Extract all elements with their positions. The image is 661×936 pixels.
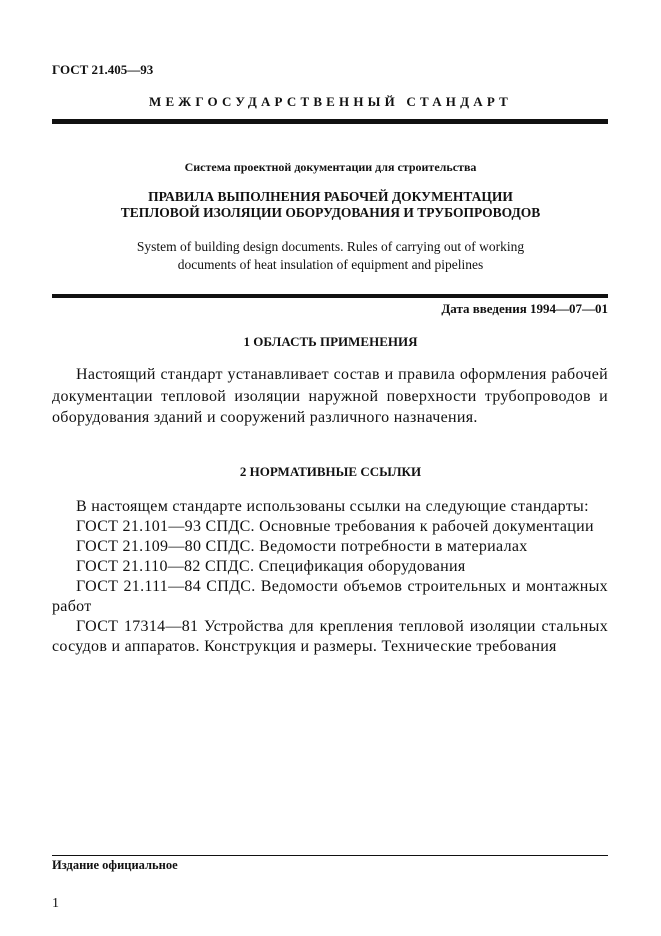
section-1-paragraph: Настоящий стандарт устанавливает состав и правила оформления рабочей документации тепловой изоляции наружной поверхности трубопроводов и оборудования зданий и сооружений различного назначения.	[52, 366, 608, 426]
title-divider	[52, 294, 608, 298]
title-line-1: ПРАВИЛА ВЫПОЛНЕНИЯ РАБОЧЕЙ ДОКУМЕНТАЦИИ	[148, 189, 513, 204]
english-title	[0, 238, 661, 274]
reference-item: ГОСТ 21.110—82 СПДС. Спецификация оборудования	[76, 558, 466, 575]
section-2-lead: В настоящем стандарте использованы ссылки на следующие стандарты:	[76, 498, 589, 515]
introduction-date: Дата введения 1994—07—01	[441, 301, 608, 316]
section-2-heading: 2 НОРМАТИВНЫЕ ССЫЛКИ	[239, 464, 422, 479]
official-edition-label: Издание официальное	[52, 858, 178, 872]
interstate-standard-label: МЕЖГОСУДАРСТВЕННЫЙ СТАНДАРТ	[148, 94, 513, 109]
reference-item: ГОСТ 17314—81 Устройства для крепления тепловой изоляции стальных сосудов и аппаратов. Конструкция и размеры. Технические требования	[52, 618, 608, 655]
top-divider	[52, 119, 608, 124]
reference-item: ГОСТ 21.111—84 СПДС. Ведомости объемов строительных и монтажных работ	[52, 578, 608, 615]
footer-divider	[52, 855, 608, 856]
title-line-2: ТЕПЛОВОЙ ИЗОЛЯЦИИ ОБОРУДОВАНИЯ И ТРУБОПРОВОДОВ	[120, 205, 541, 220]
page-number: 1	[52, 896, 59, 911]
section-1-heading: 1 ОБЛАСТЬ ПРИМЕНЕНИЯ	[243, 334, 418, 349]
reference-item: ГОСТ 21.101—93 СПДС. Основные требования к рабочей документации	[76, 518, 594, 535]
document-title	[0, 189, 661, 221]
document-code: ГОСТ 21.405—93	[52, 62, 154, 77]
section-2-body	[52, 497, 608, 657]
english-title-line-1: System of building design documents. Rules of carrying out of working	[136, 239, 525, 254]
reference-item: ГОСТ 21.109—80 СПДС. Ведомости потребности в материалах	[76, 538, 528, 555]
english-title-line-2: documents of heat insulation of equipment and pipelines	[177, 257, 484, 272]
system-subtitle: Система проектной документации для строительства	[184, 160, 477, 174]
section-1-body	[52, 364, 608, 429]
